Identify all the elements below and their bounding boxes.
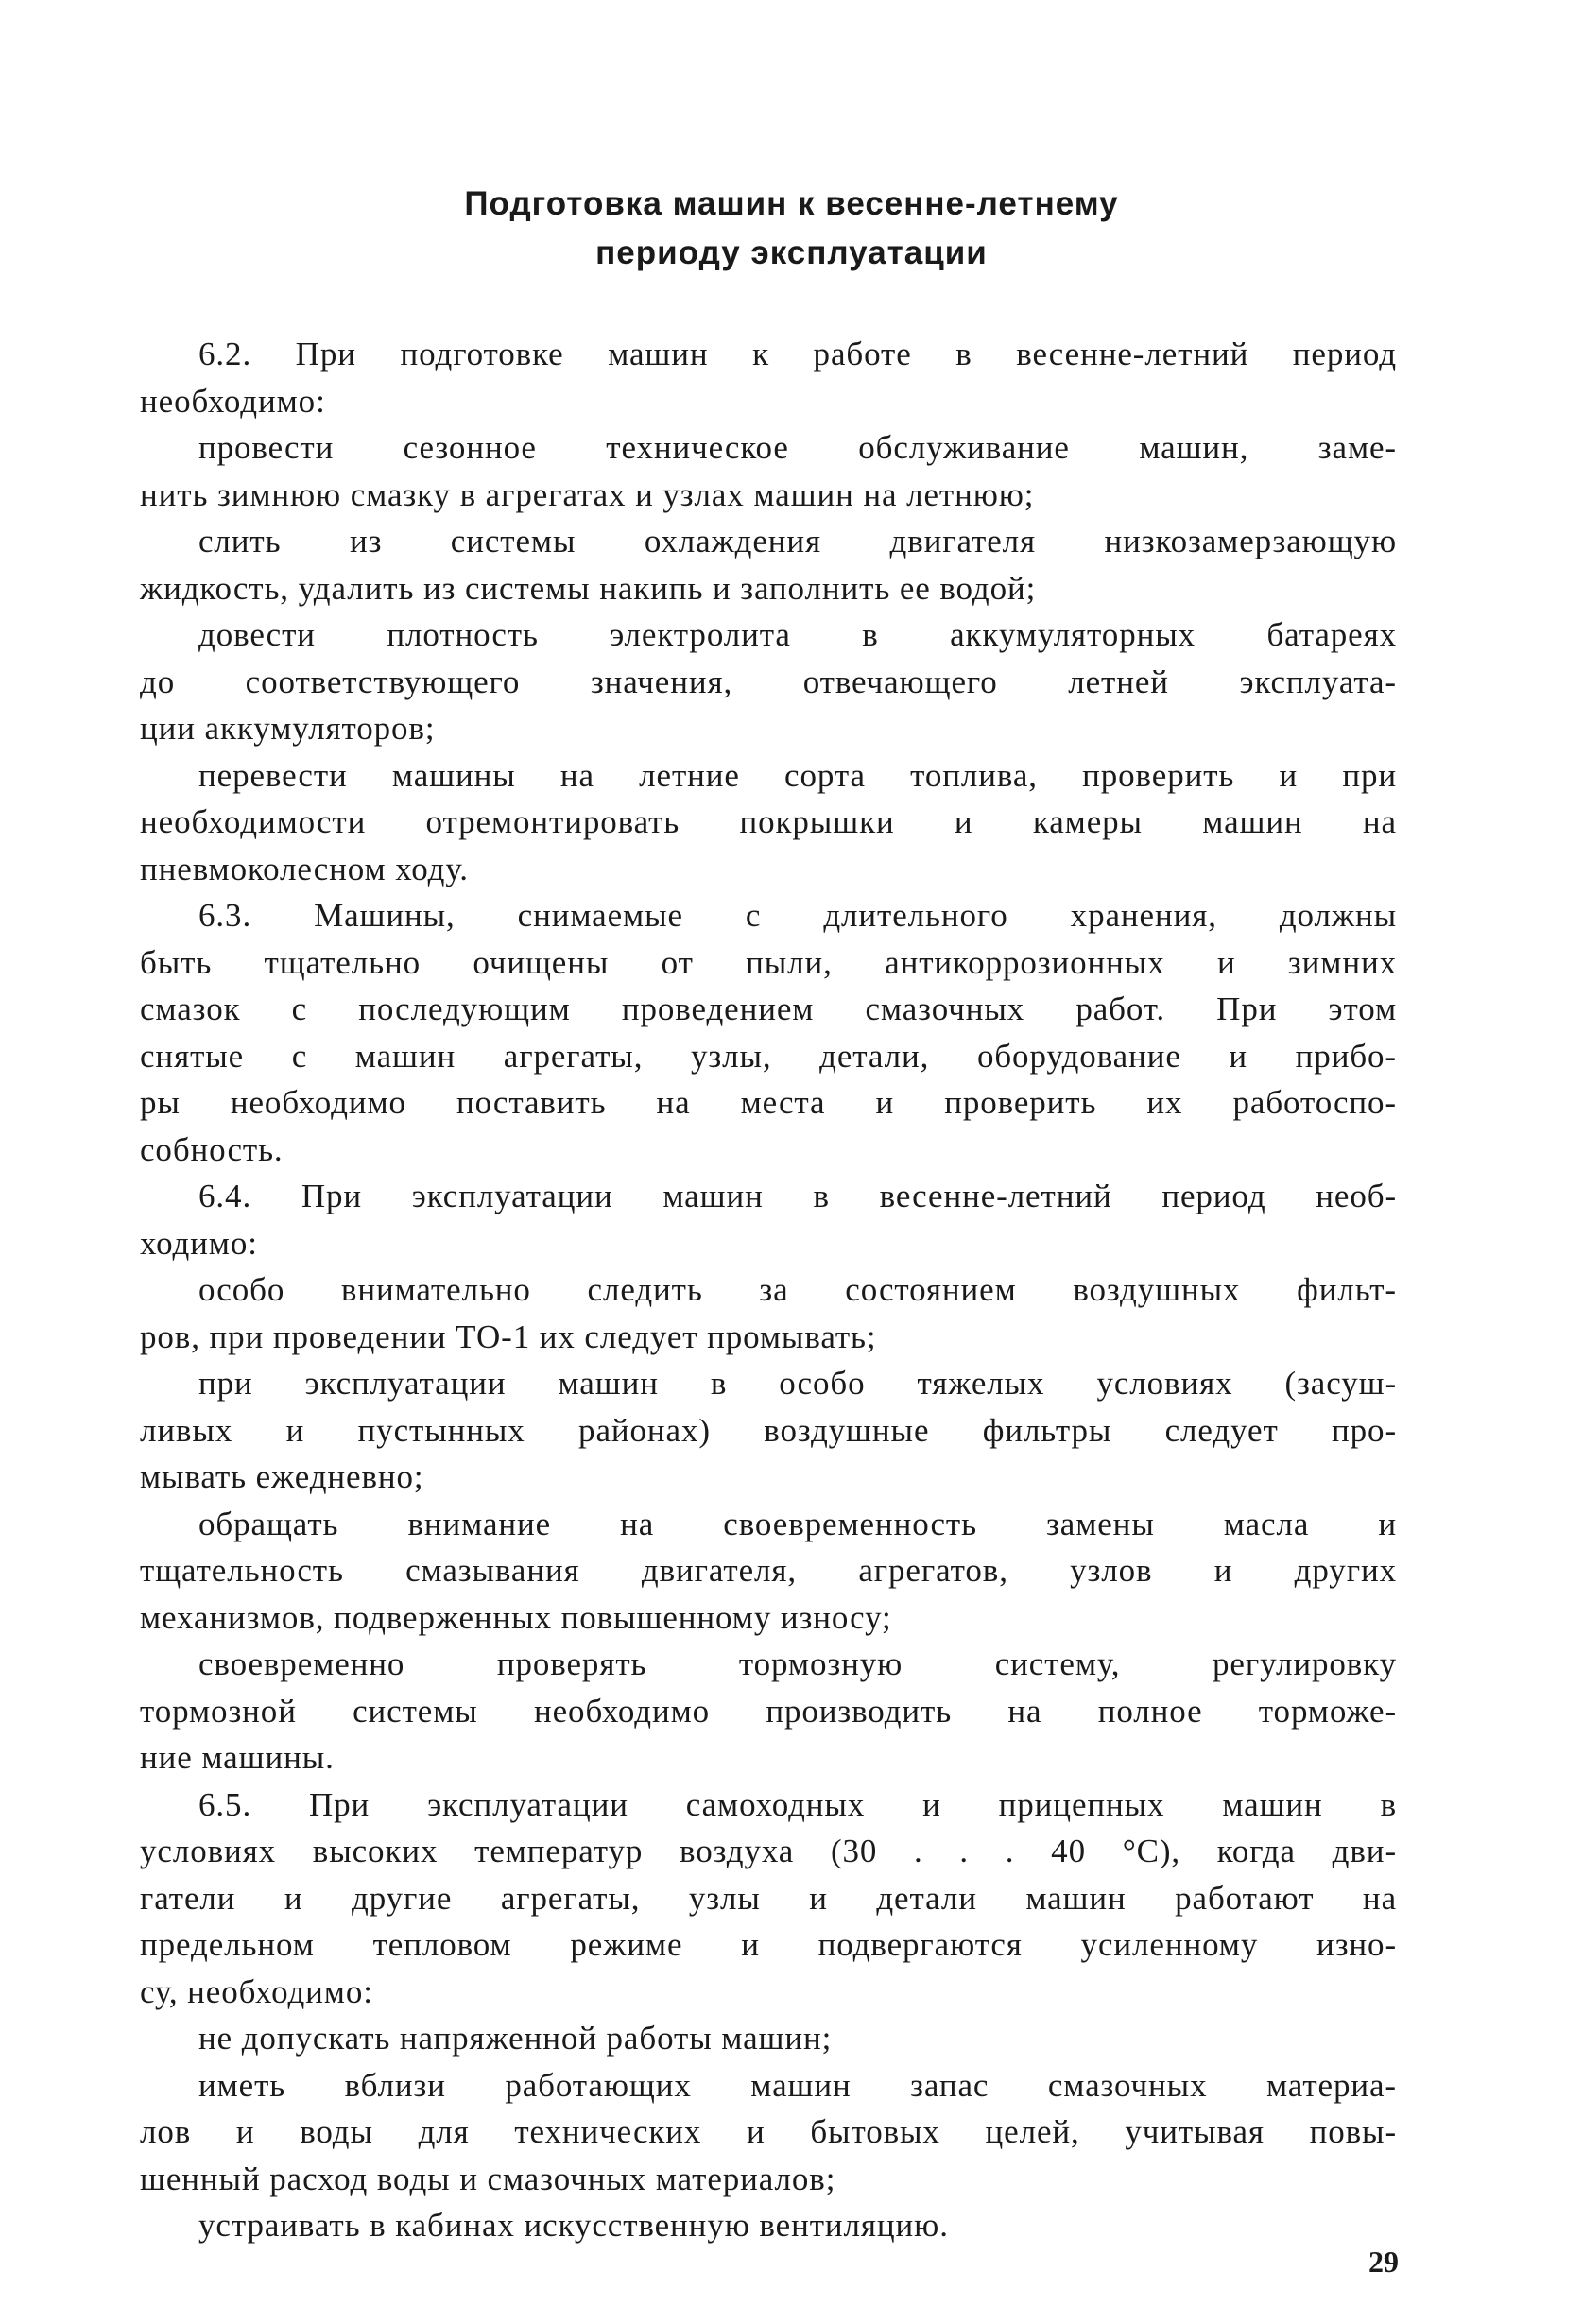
text-line: ние машины. (140, 1739, 335, 1776)
text-line: перевести машины на летние сорта топлива, проверить и при (198, 756, 1397, 794)
paragraph (140, 424, 1397, 518)
text-line: довести плотность электролита в аккумуляторных батареях (198, 616, 1397, 653)
text-line: ции аккумуляторов; (140, 710, 436, 747)
text-line: при эксплуатации машин в особо тяжелых условиях (засуш- (198, 1365, 1397, 1402)
text-line: механизмов, подверженных повышенному износу; (140, 1598, 892, 1636)
text-line: необходимо: (140, 382, 326, 420)
text-line: нить зимнюю смазку в агрегатах и узлах машин на летнюю; (140, 475, 1035, 513)
text-line: устраивать в кабинах искусственную вентиляцию. (198, 2207, 949, 2244)
text-line: 6.5. При эксплуатации самоходных и прицепных машин в (198, 1785, 1397, 1823)
text-line: смазок с последующим проведением смазочных работ. При этом (140, 990, 1397, 1027)
text-line: своевременно проверять тормозную систему, регулировку (198, 1645, 1397, 1682)
paragraph (140, 752, 1397, 893)
text-line: ходимо: (140, 1224, 258, 1262)
text-line: ров, при проведении ТО-1 их следует промывать; (140, 1317, 877, 1355)
paragraph (140, 1782, 1397, 2016)
text-line: условиях высоких температур воздуха (30 . . . 40 °С), когда дви- (140, 1833, 1397, 1869)
text-line: лов и воды для технических и бытовых целей, учитывая повы- (140, 2113, 1397, 2150)
text-line: су, необходимо: (140, 1972, 373, 2010)
text-line: обращать внимание на своевременность замены масла и (198, 1505, 1397, 1542)
paragraph (140, 1266, 1397, 1360)
paragraph (140, 1641, 1397, 1782)
text-line: особо внимательно следить за состоянием воздушных фильт- (198, 1271, 1397, 1308)
text-line: шенный расход воды и смазочных материалов; (140, 2160, 836, 2197)
heading-line-2: периоду эксплуатации (595, 234, 988, 271)
text-line: 6.2. При подготовке машин к работе в весенне-летний период (198, 336, 1397, 372)
text-line: жидкость, удалить из системы накипь и заполнить ее водой; (140, 569, 1037, 607)
text-line: быть тщательно очищены от пыли, антикоррозионных и зимних (140, 943, 1397, 981)
paragraph (140, 331, 1397, 424)
text-line: до соответствующего значения, отвечающего летней эксплуата- (140, 663, 1397, 700)
text-line: ливых и пустынных районах) воздушные фильтры следует про- (140, 1411, 1397, 1449)
text-line: собность. (140, 1130, 284, 1168)
text-line: 6.4. При эксплуатации машин в весенне-летний период необ- (198, 1178, 1397, 1214)
page-number: 29 (1368, 2245, 1399, 2279)
text-line: провести сезонное техническое обслуживание машин, заме- (198, 429, 1397, 466)
paragraph (140, 2062, 1397, 2203)
paragraph (140, 892, 1397, 1173)
text-line: ры необходимо поставить на места и проверить их работоспо- (140, 1084, 1397, 1121)
text-line: пневмоколесном ходу. (140, 850, 469, 887)
text-line: снятые с машин агрегаты, узлы, детали, оборудование и прибо- (140, 1037, 1397, 1075)
text-line: не допускать напряженной работы машин; (198, 2020, 833, 2057)
text-line: иметь вблизи работающих машин запас смазочных материа- (198, 2066, 1397, 2104)
paragraph (140, 1501, 1397, 1642)
body-text (140, 331, 1397, 2249)
paragraph (140, 1360, 1397, 1501)
section-heading (284, 180, 1299, 278)
text-line: 6.3. Машины, снимаемые с длительного хранения, должны (198, 897, 1397, 934)
text-line: тормозной системы необходимо производить на полное торможе- (140, 1692, 1397, 1730)
paragraph (140, 2015, 1397, 2062)
text-line: мывать ежедневно; (140, 1458, 424, 1495)
text-line: гатели и другие агрегаты, узлы и детали машин работают на (140, 1879, 1397, 1917)
text-line: предельном тепловом режиме и подвергаются усиленному изно- (140, 1926, 1397, 1963)
text-line: слить из системы охлаждения двигателя низкозамерзающую (198, 523, 1397, 559)
heading-line-1: Подготовка машин к весенне-летнему (464, 185, 1119, 222)
paragraph (140, 518, 1397, 611)
text-line: тщательность смазывания двигателя, агрегатов, узлов и других (140, 1552, 1397, 1589)
paragraph (140, 1173, 1397, 1266)
paragraph (140, 611, 1397, 752)
paragraph (140, 2202, 1397, 2249)
text-line: необходимости отремонтировать покрышки и камеры машин на (140, 803, 1397, 840)
